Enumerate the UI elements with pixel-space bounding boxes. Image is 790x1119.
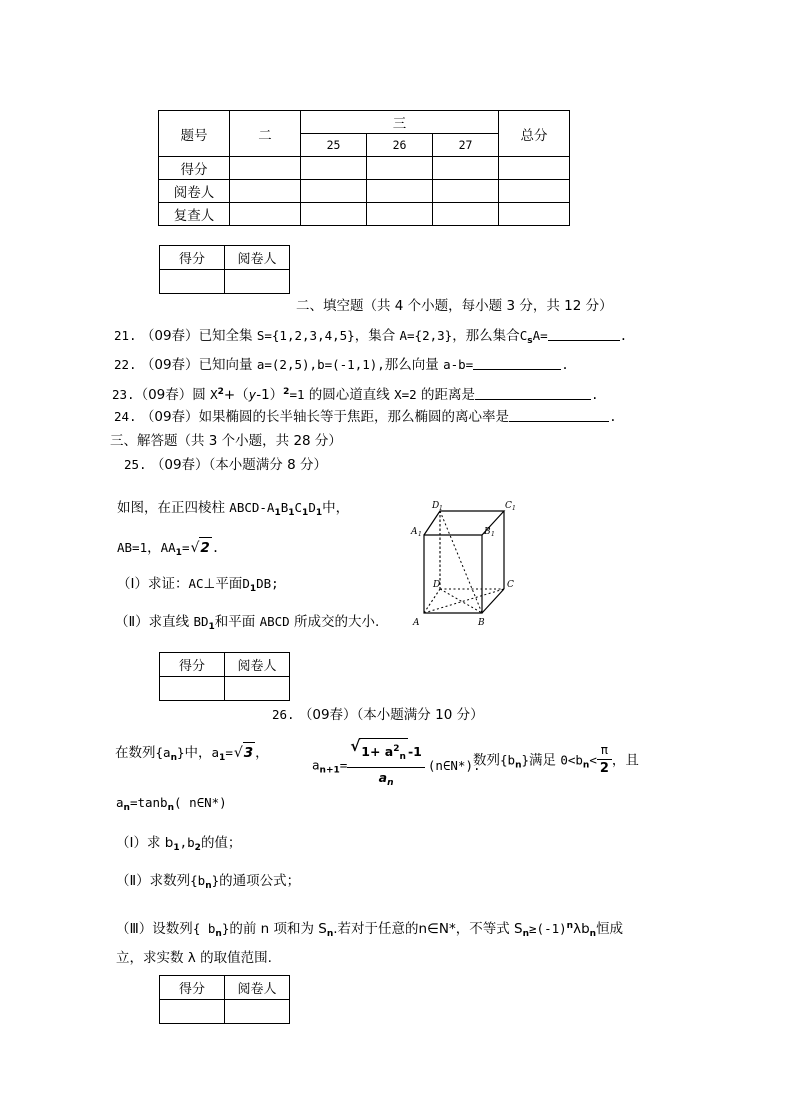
question-21 bbox=[114, 327, 627, 350]
grader-box-score-label: 得分 bbox=[160, 246, 225, 270]
grader-box-score-value[interactable] bbox=[160, 677, 225, 701]
q26-recur-num-body: 1+ a bbox=[361, 744, 394, 759]
q25-sqrt-radicand: 2 bbox=[199, 537, 211, 557]
q25-sub-2: 1 bbox=[288, 508, 295, 518]
q26-part1-label: （Ⅰ）求 b bbox=[116, 835, 174, 851]
label-A: A bbox=[413, 618, 420, 628]
label-D1: D bbox=[432, 501, 440, 511]
grader-box-grader-label: 阅卷人 bbox=[225, 246, 290, 270]
q23-sup-2: 2 bbox=[217, 387, 224, 397]
q24-text: 如果椭圆的长半轴长等于焦距，那么椭圆的离心率是 bbox=[198, 409, 510, 425]
q25-solid-name: ABCD-A bbox=[229, 500, 275, 515]
q25-part1-ac: AC bbox=[188, 576, 204, 591]
q23-text-a: 圆 bbox=[192, 387, 211, 403]
q26-stem-b: 中， bbox=[184, 745, 212, 761]
q26-part3-pow: n bbox=[566, 921, 574, 931]
q26-recur-radicand bbox=[359, 738, 408, 766]
q23-minus-one: -1） bbox=[256, 387, 284, 403]
q26-seq-a-sub: n bbox=[170, 753, 177, 763]
cell-recheck-25[interactable] bbox=[301, 203, 367, 226]
cell-score-two[interactable] bbox=[230, 157, 301, 180]
q26-pi-numerator: π bbox=[597, 741, 612, 760]
grader-box-score-label: 得分 bbox=[160, 653, 225, 677]
q25-stem-end: 中， bbox=[322, 500, 350, 516]
q26-a1-sub: 1 bbox=[219, 753, 226, 763]
q23-eq-1: =1 bbox=[289, 387, 305, 402]
svg-text:1: 1 bbox=[512, 505, 516, 512]
cell-score-total[interactable] bbox=[499, 157, 570, 180]
q26-part2-end: 的通项公式； bbox=[219, 873, 301, 889]
q26-part2-close: } bbox=[211, 873, 220, 888]
q26-part2-label: （Ⅱ）求数列 bbox=[116, 873, 191, 889]
q25-given-comma: ， bbox=[147, 540, 161, 556]
q26-a1-eq: = bbox=[225, 745, 233, 760]
question-26-part-3 bbox=[116, 917, 623, 943]
q26-part3-s2-sub: n bbox=[522, 929, 530, 939]
q25-stem-b: B bbox=[280, 500, 289, 515]
q25-part2-label: （Ⅱ）求直线 bbox=[115, 614, 194, 630]
table-row bbox=[159, 203, 570, 226]
q25-sub-4: 1 bbox=[315, 508, 323, 518]
q26-score: （本小题满分 10 分） bbox=[356, 707, 484, 723]
q25-part2-mid: 和平面 bbox=[214, 614, 260, 630]
q25-part1-sub: 1 bbox=[249, 584, 257, 594]
q26-seq-a-close: } bbox=[176, 745, 185, 760]
q21-complement-sub: s bbox=[527, 336, 533, 346]
header-cell-q27: 27 bbox=[433, 134, 499, 157]
q26-part3-c: .若对于任意的n∈N*，不等式 S bbox=[333, 921, 523, 937]
q26-tan-a-sub: n bbox=[123, 803, 130, 813]
q24-tag: （09春） bbox=[140, 409, 199, 425]
radical-sign-icon: √ bbox=[350, 737, 361, 755]
row-label-rechecker: 复查人 bbox=[159, 203, 230, 226]
section-header-fill-in-blank: 二、填空题（共 4 个小题，每小题 3 分，共 12 分） bbox=[296, 298, 613, 314]
q25-part1-d: D bbox=[242, 576, 250, 591]
label-D: D bbox=[433, 580, 441, 590]
grader-box-grader-label: 阅卷人 bbox=[225, 653, 290, 677]
q26-part3-open: { b bbox=[192, 921, 216, 936]
q26-recur-numerator bbox=[347, 738, 425, 768]
q26-part2-open: {b bbox=[190, 873, 206, 888]
q23-tag: （09春） bbox=[134, 387, 193, 403]
q25-part2-end: 所成交的大小. bbox=[289, 614, 380, 630]
q24-number: 24. bbox=[114, 409, 137, 424]
q26-recur-lhs: a bbox=[312, 757, 320, 773]
q25-part1-label: （Ⅰ）求证： bbox=[117, 576, 189, 592]
q25-number: 25. bbox=[124, 457, 147, 472]
q26-sqrt-radicand: 3 bbox=[243, 742, 255, 762]
q26-seq-b-text: 数列 bbox=[473, 752, 500, 769]
cell-score-26[interactable] bbox=[367, 157, 433, 180]
question-26-part-1 bbox=[116, 834, 241, 857]
q26-part3-d: ≥(-1) bbox=[529, 921, 567, 936]
q26-sqrt-three: √3 bbox=[233, 742, 255, 762]
q26-recur-num-sup: 2 bbox=[393, 744, 400, 754]
grader-box-grader-value[interactable] bbox=[225, 677, 290, 701]
q25-sub-1: 1 bbox=[274, 508, 281, 518]
q26-part3-close: } bbox=[221, 921, 230, 936]
q24-answer-blank[interactable] bbox=[509, 409, 609, 422]
q25-tag: （09春） bbox=[150, 457, 209, 473]
q23-period: . bbox=[590, 387, 599, 402]
q26-recur-den-sub: n bbox=[387, 778, 394, 788]
q25-part2-sub: 1 bbox=[208, 622, 215, 632]
q26-recur-eq: = bbox=[339, 757, 348, 773]
q21-tag: （09春） bbox=[140, 328, 199, 344]
q26-pi-over-two bbox=[597, 741, 612, 778]
q26-part3-sub: n bbox=[215, 929, 222, 939]
question-26-b-condition bbox=[473, 742, 639, 779]
q26-recur-radical bbox=[350, 738, 408, 766]
cell-grader-total[interactable] bbox=[499, 180, 570, 203]
q25-stem-a: 如图，在正四棱柱 bbox=[117, 500, 230, 516]
header-cell-q25: 25 bbox=[301, 134, 367, 157]
q21-period: . bbox=[619, 328, 628, 343]
q26-tan-a: a bbox=[116, 795, 124, 810]
cell-score-25[interactable] bbox=[301, 157, 367, 180]
q26-seq-b-open: {b bbox=[500, 752, 516, 768]
q26-ineq: 0<b bbox=[560, 752, 583, 768]
question-26-part-3-line2: 立，求实数 λ 的取值范围. bbox=[116, 950, 272, 966]
cell-score-27[interactable] bbox=[433, 157, 499, 180]
q25-stem-d: D bbox=[308, 500, 316, 515]
table-row bbox=[160, 270, 290, 294]
q26-recur-condition: (n∈N*). bbox=[427, 757, 481, 773]
q25-score: （本小题满分 8 分） bbox=[208, 457, 327, 473]
q25-sub-3: 1 bbox=[302, 508, 309, 518]
q26-seq-b-cond: 满足 bbox=[529, 752, 561, 769]
cell-recheck-26[interactable] bbox=[367, 203, 433, 226]
q25-part1-db: DB; bbox=[256, 576, 279, 591]
grader-box-grader-value[interactable] bbox=[225, 270, 290, 294]
q26-part3-e: λb bbox=[573, 921, 590, 937]
table-row bbox=[159, 111, 570, 134]
q21-set-a: A={2,3} bbox=[399, 328, 453, 343]
q26-part1-mid: ,b bbox=[179, 835, 195, 850]
row-label-score: 得分 bbox=[159, 157, 230, 180]
q26-recur-lhs-sub: n+1 bbox=[319, 765, 340, 776]
cell-recheck-two[interactable] bbox=[230, 203, 301, 226]
q21-text-a: 已知全集 bbox=[198, 328, 257, 344]
q22-expression: a-b= bbox=[443, 357, 474, 372]
question-26-stem-left bbox=[115, 742, 269, 767]
q26-ineq-lt: < bbox=[589, 752, 597, 768]
q26-ineq-tail: ，且 bbox=[611, 752, 639, 769]
q26-part3-b: 的前 n 项和为 S bbox=[229, 921, 327, 937]
q26-stem-a: 在数列 bbox=[115, 745, 156, 761]
table-row bbox=[160, 677, 290, 701]
question-23 bbox=[112, 383, 599, 404]
q21-set-s: S={1,2,3,4,5} bbox=[256, 328, 355, 343]
q26-recur-num-tail: -1 bbox=[407, 744, 422, 759]
label-B1: B bbox=[484, 527, 491, 537]
cell-grader-two[interactable] bbox=[230, 180, 301, 203]
grader-box-grader-label: 阅卷人 bbox=[225, 976, 290, 1000]
q23-var-y: y bbox=[248, 387, 257, 402]
q23-text-b: 的圆心道直线 bbox=[304, 387, 395, 403]
cell-grader-27[interactable] bbox=[433, 180, 499, 203]
question-25-stem bbox=[117, 499, 349, 522]
header-cell-question-number: 题号 bbox=[159, 111, 230, 157]
q26-tan-b-sub: n bbox=[167, 803, 175, 813]
q26-part2-sub: n bbox=[205, 881, 212, 891]
label-B: B bbox=[478, 618, 485, 628]
q23-eq-2: =2 bbox=[401, 387, 417, 402]
table-row bbox=[159, 180, 570, 203]
q26-recurrence-fraction bbox=[347, 738, 425, 792]
q23-plus: +（ bbox=[223, 387, 249, 403]
q21-complement: C bbox=[519, 328, 528, 343]
q26-ineq-sub: n bbox=[582, 760, 590, 771]
q25-stem-c: C bbox=[294, 500, 303, 515]
q22-text-b: 那么向量 bbox=[384, 357, 444, 373]
label-C1: C bbox=[505, 501, 512, 511]
q25-given-eq: = bbox=[181, 540, 190, 555]
q26-number: 26. bbox=[272, 707, 295, 722]
q21-text-c: ，那么集合 bbox=[452, 328, 520, 344]
q26-pi-denominator: 2 bbox=[599, 761, 609, 776]
header-cell-total: 总分 bbox=[499, 111, 570, 157]
grader-box-score-value[interactable] bbox=[160, 270, 225, 294]
question-26-recurrence bbox=[312, 739, 481, 793]
q26-recur-den-body: a bbox=[378, 770, 388, 785]
q26-part3-b-sub: n bbox=[589, 929, 597, 939]
q22-tag: （09春） bbox=[140, 357, 199, 373]
table-row bbox=[159, 157, 570, 180]
score-summary-table bbox=[158, 110, 570, 226]
q25-given-aa-sub: 1 bbox=[175, 548, 182, 558]
question-22 bbox=[114, 356, 569, 374]
q23-var-x: X bbox=[210, 387, 218, 402]
grader-box-score-label: 得分 bbox=[160, 976, 225, 1000]
section-header-answer: 三、解答题（共 3 个小题，共 28 分） bbox=[110, 433, 342, 449]
q26-part3-a: （Ⅲ）设数列 bbox=[116, 921, 193, 937]
q26-part1-sub2: 2 bbox=[194, 843, 201, 853]
q26-a1-comma: ， bbox=[255, 745, 269, 761]
q26-tan-eq: =tanb bbox=[129, 795, 168, 810]
q25-given-aa: AA bbox=[160, 540, 176, 555]
q26-seq-b-close: } bbox=[521, 752, 530, 768]
q25-given-ab: AB=1 bbox=[117, 540, 148, 555]
q25-given-period: . bbox=[211, 540, 220, 555]
q26-part1-end: 的值； bbox=[200, 835, 242, 851]
question-25-header bbox=[124, 456, 327, 474]
q22-vectors: a=(2,5),b=(-1,1), bbox=[256, 357, 385, 372]
grader-box-q27 bbox=[159, 975, 290, 1024]
q23-text-c: 的距离是 bbox=[416, 387, 475, 403]
svg-text:1: 1 bbox=[491, 531, 495, 538]
q21-text-b: ，集合 bbox=[354, 328, 400, 344]
q23-line-x: X bbox=[394, 387, 402, 402]
header-cell-q26: 26 bbox=[367, 134, 433, 157]
q22-number: 22. bbox=[114, 357, 137, 372]
q22-answer-blank[interactable] bbox=[473, 357, 561, 370]
grader-box-score-value[interactable] bbox=[160, 1000, 225, 1024]
question-26-tan-relation bbox=[116, 794, 227, 817]
q23-answer-blank[interactable] bbox=[475, 387, 591, 400]
header-cell-section-two: 二 bbox=[230, 111, 301, 157]
q25-part2-abcd: ABCD bbox=[259, 614, 290, 629]
q21-complement-tail: A= bbox=[532, 328, 548, 343]
q22-period: . bbox=[561, 357, 569, 372]
q25-sqrt-two: √2 bbox=[189, 537, 211, 557]
header-cell-section-three: 三 bbox=[301, 111, 499, 134]
q26-recur-num-sub: n bbox=[399, 752, 406, 762]
table-row bbox=[160, 246, 290, 270]
question-24 bbox=[114, 408, 617, 426]
grader-box-section-two bbox=[159, 245, 290, 294]
question-25-given bbox=[117, 537, 219, 562]
q22-text-a: 已知向量 bbox=[198, 357, 257, 373]
q25-part1-plane: 平面 bbox=[215, 576, 243, 592]
question-25-part-2 bbox=[115, 613, 379, 636]
question-26-header bbox=[272, 706, 484, 724]
q26-seq-a-open: {a bbox=[155, 745, 171, 760]
svg-text:1: 1 bbox=[439, 505, 443, 512]
q25-part2-bd: BD bbox=[193, 614, 209, 629]
rectangular-prism-figure bbox=[404, 497, 632, 629]
svg-text:1: 1 bbox=[418, 531, 422, 538]
q26-a1: a bbox=[211, 745, 220, 760]
cell-recheck-total[interactable] bbox=[499, 203, 570, 226]
q26-seq-b-sub: n bbox=[515, 760, 522, 771]
question-26-part-2 bbox=[116, 872, 300, 895]
q25-perp-icon: ⊥ bbox=[203, 576, 216, 592]
q26-part3-f: 恒成 bbox=[596, 921, 624, 937]
q21-answer-blank[interactable] bbox=[548, 328, 620, 341]
question-25-part-1 bbox=[117, 575, 279, 598]
cell-recheck-27[interactable] bbox=[433, 203, 499, 226]
q26-recur-denominator bbox=[347, 768, 425, 792]
q26-part1-sub1: 1 bbox=[173, 843, 180, 853]
cell-grader-26[interactable] bbox=[367, 180, 433, 203]
table-row bbox=[160, 1000, 290, 1024]
label-A1: A bbox=[411, 527, 418, 537]
q26-tan-condition: ( n∈N*) bbox=[174, 795, 227, 810]
q26-tag: （09春） bbox=[298, 707, 357, 723]
q23-number: 23. bbox=[112, 387, 135, 402]
table-row bbox=[160, 976, 290, 1000]
q23-sup-2b: 2 bbox=[283, 387, 290, 397]
q21-number: 21. bbox=[114, 328, 137, 343]
q26-part3-s-sub: n bbox=[326, 929, 334, 939]
q24-period: . bbox=[609, 409, 617, 424]
row-label-grader: 阅卷人 bbox=[159, 180, 230, 203]
grader-box-q26 bbox=[159, 652, 290, 701]
cell-grader-25[interactable] bbox=[301, 180, 367, 203]
grader-box-grader-value[interactable] bbox=[225, 1000, 290, 1024]
label-C: C bbox=[507, 580, 514, 590]
table-row bbox=[160, 653, 290, 677]
